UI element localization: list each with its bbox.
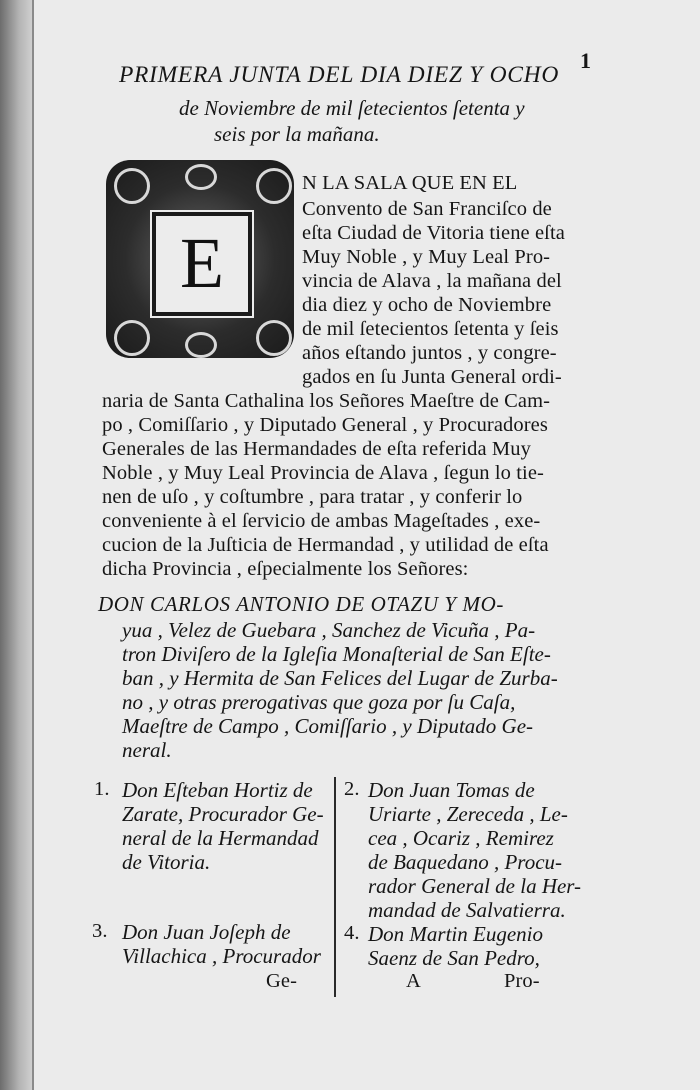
ornament-flourish	[256, 320, 292, 356]
intro-line: vincia de Alava , la mañana del	[302, 270, 562, 292]
ornament-flourish	[185, 332, 217, 358]
catchword: Ge-	[266, 970, 298, 992]
entry-line: Villachica , Procurador	[122, 944, 321, 968]
entry-line: cea , Ocariz , Remirez	[368, 826, 554, 850]
entry-line: neral de la Hermandad	[122, 826, 319, 850]
don-carlos-line: ban , y Hermita de San Felices del Lugar de Zurba-	[122, 666, 558, 690]
heading-line-3: seis por la mañana.	[214, 122, 380, 146]
intro-line: cucion de la Juſticia de Hermandad , y utilidad de eſta	[102, 534, 549, 556]
don-carlos-line: yua , Velez de Guebara , Sanchez de Vicuña , Pa-	[122, 618, 536, 642]
intro-line: N LA SALA QUE EN EL	[302, 172, 518, 194]
intro-line: gados en ſu Junta General ordi-	[302, 366, 562, 388]
intro-line: po , Comiſſario , y Diputado General , y Procuradores	[102, 414, 548, 436]
catchword: Pro-	[504, 970, 540, 992]
entry-number: 3.	[92, 920, 108, 942]
intro-line: de mil ſetecientos ſetenta y ſeis	[302, 318, 559, 340]
initial-letter: E	[180, 223, 224, 303]
intro-line: dia diez y ocho de Noviembre	[302, 294, 552, 316]
entry-line: mandad de Salvatierra.	[368, 898, 566, 922]
entry-line: Don Juan Tomas de	[368, 778, 535, 802]
entry-number: 2.	[344, 778, 360, 800]
intro-line: eſta Ciudad de Vitoria tiene eſta	[302, 222, 565, 244]
document-page	[32, 0, 700, 1090]
intro-line: Muy Noble , y Muy Leal Pro-	[302, 246, 551, 268]
don-carlos-line: neral.	[122, 738, 172, 762]
entry-line: Don Martin Eugenio	[368, 922, 543, 946]
entry-line: de Baquedano , Procu-	[368, 850, 563, 874]
entry-line: Don Eſteban Hortiz de	[122, 778, 313, 802]
ornament-flourish	[114, 168, 150, 204]
entry-number: 1.	[94, 778, 110, 800]
intro-line: nen de uſo , y coſtumbre , para tratar , y conferir lo	[102, 486, 523, 508]
ornament-flourish	[185, 164, 217, 190]
intro-line: Noble , y Muy Leal Provincia de Alava , ſegun lo tie-	[102, 462, 544, 484]
intro-line: Convento de San Franciſco de	[302, 198, 552, 220]
entry-line: Zarate, Procurador Ge-	[122, 802, 324, 826]
don-carlos-line: DON CARLOS ANTONIO DE OTAZU Y MO-	[98, 592, 505, 616]
entry-line: rador General de la Her-	[368, 874, 582, 898]
entry-line: Uriarte , Zereceda , Le-	[368, 802, 568, 826]
column-separator	[334, 777, 336, 997]
ornament-flourish	[256, 168, 292, 204]
book-gutter	[0, 0, 32, 1090]
decorated-initial	[106, 160, 294, 358]
entry-line: Don Juan Joſeph de	[122, 920, 291, 944]
don-carlos-line: Maeſtre de Campo , Comiſſario , y Diputado Ge-	[122, 714, 534, 738]
don-carlos-line: tron Diviſero de la Igleſia Monaſterial de San Eſte-	[122, 642, 551, 666]
signature-mark: A	[406, 970, 421, 992]
entry-number: 4.	[344, 922, 360, 944]
intro-line: naria de Santa Cathalina los Señores Maeſtre de Cam-	[102, 390, 551, 412]
entry-line: Saenz de San Pedro,	[368, 946, 540, 970]
intro-line: dicha Provincia , eſpecialmente los Señores:	[102, 558, 469, 580]
don-carlos-line: no , y otras prerogativas que goza por ſu Caſa,	[122, 690, 516, 714]
heading-line-1: PRIMERA JUNTA DEL DIA DIEZ Y OCHO	[119, 62, 560, 88]
intro-line: Generales de las Hermandades de eſta referida Muy	[102, 438, 531, 460]
heading-line-2: de Noviembre de mil ſetecientos ſetenta y	[179, 96, 525, 120]
intro-line: años eſtando juntos , y congre-	[302, 342, 557, 364]
intro-line: conveniente à el ſervicio de ambas Mageſtades , exe-	[102, 510, 541, 532]
ornament-flourish	[114, 320, 150, 356]
entry-line: de Vitoria.	[122, 850, 211, 874]
page-number: 1	[580, 48, 591, 73]
initial-frame	[152, 212, 252, 316]
